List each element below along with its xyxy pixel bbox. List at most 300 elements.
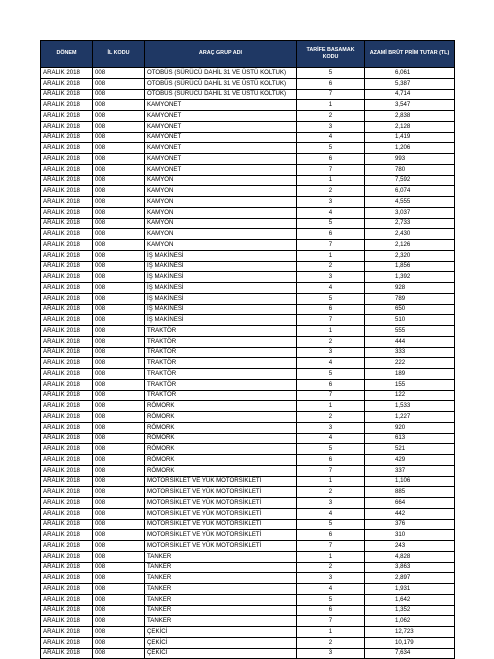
cell-donem: ARALIK 2018	[41, 594, 93, 605]
cell-azami-brut-prim: 3,547	[365, 100, 455, 111]
cell-arac-grup-adi: TANKER	[145, 616, 297, 627]
table-row	[41, 465, 455, 476]
cell-donem: ARALIK 2018	[41, 508, 93, 519]
cell-il-kodu: 008	[93, 240, 145, 251]
cell-il-kodu: 008	[93, 326, 145, 337]
cell-arac-grup-adi: MOTORSİKLET VE YÜK MOTORSİKLETİ	[145, 530, 297, 541]
table-row	[41, 390, 455, 401]
cell-il-kodu: 008	[93, 283, 145, 294]
table-row	[41, 100, 455, 111]
table-row	[41, 455, 455, 466]
cell-arac-grup-adi: RÖMORK	[145, 433, 297, 444]
cell-arac-grup-adi: MOTORSİKLET VE YÜK MOTORSİKLETİ	[145, 487, 297, 498]
cell-arac-grup-adi: TRAKTÖR	[145, 336, 297, 347]
cell-azami-brut-prim: 1,419	[365, 132, 455, 143]
cell-donem: ARALIK 2018	[41, 272, 93, 283]
cell-il-kodu: 008	[93, 530, 145, 541]
cell-tarife-basamak-kodu: 7	[297, 616, 365, 627]
cell-arac-grup-adi: KAMYONET	[145, 121, 297, 132]
cell-tarife-basamak-kodu: 4	[297, 584, 365, 595]
cell-il-kodu: 008	[93, 100, 145, 111]
cell-azami-brut-prim: 2,126	[365, 240, 455, 251]
cell-arac-grup-adi: RÖMORK	[145, 455, 297, 466]
cell-tarife-basamak-kodu: 1	[297, 627, 365, 638]
cell-arac-grup-adi: İŞ MAKİNESİ	[145, 272, 297, 283]
cell-tarife-basamak-kodu: 2	[297, 637, 365, 648]
cell-il-kodu: 008	[93, 594, 145, 605]
cell-tarife-basamak-kodu: 3	[297, 498, 365, 509]
cell-tarife-basamak-kodu: 2	[297, 562, 365, 573]
cell-il-kodu: 008	[93, 132, 145, 143]
cell-azami-brut-prim: 1,931	[365, 584, 455, 595]
cell-il-kodu: 008	[93, 358, 145, 369]
cell-donem: ARALIK 2018	[41, 573, 93, 584]
cell-donem: ARALIK 2018	[41, 616, 93, 627]
cell-il-kodu: 008	[93, 562, 145, 573]
cell-donem: ARALIK 2018	[41, 100, 93, 111]
cell-tarife-basamak-kodu: 3	[297, 422, 365, 433]
cell-azami-brut-prim: 222	[365, 358, 455, 369]
cell-tarife-basamak-kodu: 2	[297, 186, 365, 197]
cell-il-kodu: 008	[93, 573, 145, 584]
cell-donem: ARALIK 2018	[41, 433, 93, 444]
cell-arac-grup-adi: ÇEKİCİ	[145, 627, 297, 638]
table-row	[41, 616, 455, 627]
cell-il-kodu: 008	[93, 89, 145, 100]
header-donem: DÖNEM	[41, 41, 93, 68]
cell-arac-grup-adi: TRAKTÖR	[145, 358, 297, 369]
cell-il-kodu: 008	[93, 207, 145, 218]
cell-azami-brut-prim: 3,037	[365, 207, 455, 218]
cell-tarife-basamak-kodu: 7	[297, 465, 365, 476]
cell-arac-grup-adi: TRAKTÖR	[145, 326, 297, 337]
cell-tarife-basamak-kodu: 6	[297, 605, 365, 616]
cell-donem: ARALIK 2018	[41, 229, 93, 240]
cell-il-kodu: 008	[93, 347, 145, 358]
cell-tarife-basamak-kodu: 3	[297, 197, 365, 208]
cell-tarife-basamak-kodu: 4	[297, 207, 365, 218]
cell-arac-grup-adi: TRAKTÖR	[145, 379, 297, 390]
premium-table	[40, 40, 455, 659]
cell-il-kodu: 008	[93, 68, 145, 79]
cell-tarife-basamak-kodu: 5	[297, 293, 365, 304]
cell-azami-brut-prim: 2,733	[365, 218, 455, 229]
cell-azami-brut-prim: 310	[365, 530, 455, 541]
table-row	[41, 164, 455, 175]
header-arac-grup-adi: ARAÇ GRUP ADI	[145, 41, 297, 68]
table-row	[41, 207, 455, 218]
cell-azami-brut-prim: 4,714	[365, 89, 455, 100]
cell-azami-brut-prim: 10,179	[365, 637, 455, 648]
table-row	[41, 197, 455, 208]
cell-tarife-basamak-kodu: 2	[297, 487, 365, 498]
cell-azami-brut-prim: 885	[365, 487, 455, 498]
cell-arac-grup-adi: KAMYON	[145, 229, 297, 240]
cell-azami-brut-prim: 1,352	[365, 605, 455, 616]
table-row	[41, 358, 455, 369]
table-row	[41, 379, 455, 390]
cell-arac-grup-adi: İŞ MAKİNESİ	[145, 261, 297, 272]
cell-arac-grup-adi: KAMYON	[145, 197, 297, 208]
cell-azami-brut-prim: 1,533	[365, 401, 455, 412]
cell-tarife-basamak-kodu: 1	[297, 476, 365, 487]
cell-azami-brut-prim: 2,430	[365, 229, 455, 240]
cell-arac-grup-adi: RÖMORK	[145, 465, 297, 476]
cell-donem: ARALIK 2018	[41, 175, 93, 186]
cell-donem: ARALIK 2018	[41, 186, 93, 197]
table-row	[41, 551, 455, 562]
cell-il-kodu: 008	[93, 637, 145, 648]
header-il-kodu: İL KODU	[93, 41, 145, 68]
table-body	[41, 68, 455, 659]
table-row	[41, 261, 455, 272]
cell-azami-brut-prim: 1,062	[365, 616, 455, 627]
cell-tarife-basamak-kodu: 6	[297, 379, 365, 390]
table-row	[41, 132, 455, 143]
cell-tarife-basamak-kodu: 5	[297, 143, 365, 154]
cell-tarife-basamak-kodu: 1	[297, 250, 365, 261]
cell-il-kodu: 008	[93, 261, 145, 272]
cell-arac-grup-adi: OTOBÜS (SÜRÜCÜ DAHİL 31 VE ÜSTÜ KOLTUK)	[145, 78, 297, 89]
cell-azami-brut-prim: 510	[365, 315, 455, 326]
cell-il-kodu: 008	[93, 304, 145, 315]
cell-tarife-basamak-kodu: 7	[297, 390, 365, 401]
cell-donem: ARALIK 2018	[41, 326, 93, 337]
cell-il-kodu: 008	[93, 584, 145, 595]
cell-azami-brut-prim: 1,227	[365, 412, 455, 423]
cell-arac-grup-adi: MOTORSİKLET VE YÜK MOTORSİKLETİ	[145, 508, 297, 519]
cell-arac-grup-adi: TRAKTÖR	[145, 390, 297, 401]
cell-il-kodu: 008	[93, 175, 145, 186]
cell-tarife-basamak-kodu: 3	[297, 648, 365, 659]
table-row	[41, 121, 455, 132]
cell-arac-grup-adi: İŞ MAKİNESİ	[145, 293, 297, 304]
cell-arac-grup-adi: TRAKTÖR	[145, 369, 297, 380]
cell-tarife-basamak-kodu: 5	[297, 68, 365, 79]
cell-azami-brut-prim: 1,206	[365, 143, 455, 154]
table-row	[41, 186, 455, 197]
cell-donem: ARALIK 2018	[41, 562, 93, 573]
cell-donem: ARALIK 2018	[41, 261, 93, 272]
cell-azami-brut-prim: 444	[365, 336, 455, 347]
cell-arac-grup-adi: KAMYON	[145, 240, 297, 251]
cell-donem: ARALIK 2018	[41, 143, 93, 154]
cell-il-kodu: 008	[93, 412, 145, 423]
cell-azami-brut-prim: 429	[365, 455, 455, 466]
table-row	[41, 369, 455, 380]
table-row	[41, 143, 455, 154]
cell-tarife-basamak-kodu: 6	[297, 229, 365, 240]
cell-il-kodu: 008	[93, 627, 145, 638]
cell-tarife-basamak-kodu: 1	[297, 175, 365, 186]
cell-azami-brut-prim: 6,074	[365, 186, 455, 197]
header-azami-brut-prim: AZAMİ BRÜT PRİM TUTAR (TL)	[365, 41, 455, 68]
table-row	[41, 637, 455, 648]
header-tarife-basamak-kodu: TARİFE BASAMAK KODU	[297, 41, 365, 68]
cell-azami-brut-prim: 789	[365, 293, 455, 304]
cell-tarife-basamak-kodu: 1	[297, 551, 365, 562]
cell-tarife-basamak-kodu: 6	[297, 530, 365, 541]
cell-tarife-basamak-kodu: 5	[297, 519, 365, 530]
cell-arac-grup-adi: TANKER	[145, 573, 297, 584]
cell-tarife-basamak-kodu: 4	[297, 433, 365, 444]
table-row	[41, 498, 455, 509]
cell-donem: ARALIK 2018	[41, 530, 93, 541]
table-row	[41, 111, 455, 122]
cell-tarife-basamak-kodu: 7	[297, 240, 365, 251]
cell-donem: ARALIK 2018	[41, 422, 93, 433]
cell-arac-grup-adi: KAMYONET	[145, 132, 297, 143]
cell-azami-brut-prim: 5,387	[365, 78, 455, 89]
cell-donem: ARALIK 2018	[41, 132, 93, 143]
table-row	[41, 218, 455, 229]
cell-donem: ARALIK 2018	[41, 412, 93, 423]
cell-tarife-basamak-kodu: 7	[297, 89, 365, 100]
cell-azami-brut-prim: 333	[365, 347, 455, 358]
cell-donem: ARALIK 2018	[41, 369, 93, 380]
cell-azami-brut-prim: 155	[365, 379, 455, 390]
cell-il-kodu: 008	[93, 293, 145, 304]
cell-il-kodu: 008	[93, 379, 145, 390]
cell-arac-grup-adi: KAMYON	[145, 207, 297, 218]
cell-azami-brut-prim: 122	[365, 390, 455, 401]
cell-il-kodu: 008	[93, 476, 145, 487]
table-row	[41, 433, 455, 444]
cell-donem: ARALIK 2018	[41, 315, 93, 326]
table-row	[41, 315, 455, 326]
cell-azami-brut-prim: 2,320	[365, 250, 455, 261]
cell-donem: ARALIK 2018	[41, 240, 93, 251]
cell-arac-grup-adi: ÇEKİCİ	[145, 648, 297, 659]
cell-arac-grup-adi: İŞ MAKİNESİ	[145, 283, 297, 294]
table-row	[41, 573, 455, 584]
cell-arac-grup-adi: MOTORSİKLET VE YÜK MOTORSİKLETİ	[145, 498, 297, 509]
cell-arac-grup-adi: TANKER	[145, 605, 297, 616]
cell-arac-grup-adi: KAMYON	[145, 218, 297, 229]
table-row	[41, 519, 455, 530]
cell-arac-grup-adi: TANKER	[145, 584, 297, 595]
cell-azami-brut-prim: 613	[365, 433, 455, 444]
cell-azami-brut-prim: 1,106	[365, 476, 455, 487]
table-row	[41, 229, 455, 240]
cell-tarife-basamak-kodu: 5	[297, 444, 365, 455]
cell-donem: ARALIK 2018	[41, 444, 93, 455]
cell-tarife-basamak-kodu: 3	[297, 121, 365, 132]
cell-tarife-basamak-kodu: 4	[297, 283, 365, 294]
table-row	[41, 422, 455, 433]
cell-azami-brut-prim: 650	[365, 304, 455, 315]
cell-azami-brut-prim: 780	[365, 164, 455, 175]
table-row	[41, 154, 455, 165]
cell-il-kodu: 008	[93, 433, 145, 444]
table-row	[41, 401, 455, 412]
cell-il-kodu: 008	[93, 487, 145, 498]
table-row	[41, 412, 455, 423]
cell-tarife-basamak-kodu: 6	[297, 455, 365, 466]
cell-azami-brut-prim: 376	[365, 519, 455, 530]
cell-il-kodu: 008	[93, 648, 145, 659]
cell-azami-brut-prim: 2,897	[365, 573, 455, 584]
cell-azami-brut-prim: 555	[365, 326, 455, 337]
cell-arac-grup-adi: İŞ MAKİNESİ	[145, 250, 297, 261]
cell-tarife-basamak-kodu: 3	[297, 272, 365, 283]
table-row	[41, 444, 455, 455]
cell-tarife-basamak-kodu: 7	[297, 164, 365, 175]
cell-tarife-basamak-kodu: 3	[297, 347, 365, 358]
cell-azami-brut-prim: 337	[365, 465, 455, 476]
cell-il-kodu: 008	[93, 111, 145, 122]
cell-il-kodu: 008	[93, 121, 145, 132]
cell-donem: ARALIK 2018	[41, 637, 93, 648]
cell-donem: ARALIK 2018	[41, 541, 93, 552]
table-row	[41, 508, 455, 519]
table-row	[41, 487, 455, 498]
cell-azami-brut-prim: 12,723	[365, 627, 455, 638]
cell-azami-brut-prim: 6,061	[365, 68, 455, 79]
cell-donem: ARALIK 2018	[41, 455, 93, 466]
cell-azami-brut-prim: 1,392	[365, 272, 455, 283]
table-row	[41, 250, 455, 261]
cell-arac-grup-adi: RÖMORK	[145, 422, 297, 433]
cell-donem: ARALIK 2018	[41, 605, 93, 616]
table-row	[41, 594, 455, 605]
cell-donem: ARALIK 2018	[41, 218, 93, 229]
cell-donem: ARALIK 2018	[41, 551, 93, 562]
cell-arac-grup-adi: ÇEKİCİ	[145, 637, 297, 648]
cell-il-kodu: 008	[93, 78, 145, 89]
cell-tarife-basamak-kodu: 5	[297, 218, 365, 229]
cell-donem: ARALIK 2018	[41, 121, 93, 132]
table-row	[41, 541, 455, 552]
cell-arac-grup-adi: TRAKTÖR	[145, 347, 297, 358]
table-row	[41, 605, 455, 616]
header-row	[41, 41, 455, 68]
table-row	[41, 240, 455, 251]
cell-azami-brut-prim: 442	[365, 508, 455, 519]
cell-il-kodu: 008	[93, 616, 145, 627]
cell-donem: ARALIK 2018	[41, 250, 93, 261]
cell-arac-grup-adi: OTOBÜS (SÜRÜCÜ DAHİL 31 VE ÜSTÜ KOLTUK)	[145, 68, 297, 79]
cell-donem: ARALIK 2018	[41, 648, 93, 659]
cell-arac-grup-adi: TANKER	[145, 562, 297, 573]
cell-tarife-basamak-kodu: 2	[297, 336, 365, 347]
table-row	[41, 530, 455, 541]
table-row	[41, 272, 455, 283]
cell-azami-brut-prim: 7,634	[365, 648, 455, 659]
cell-tarife-basamak-kodu: 4	[297, 508, 365, 519]
cell-donem: ARALIK 2018	[41, 487, 93, 498]
cell-il-kodu: 008	[93, 541, 145, 552]
cell-donem: ARALIK 2018	[41, 89, 93, 100]
cell-arac-grup-adi: KAMYONET	[145, 111, 297, 122]
cell-donem: ARALIK 2018	[41, 358, 93, 369]
cell-azami-brut-prim: 1,642	[365, 594, 455, 605]
table-row	[41, 68, 455, 79]
cell-donem: ARALIK 2018	[41, 390, 93, 401]
table-row	[41, 304, 455, 315]
table-row	[41, 78, 455, 89]
table-row	[41, 648, 455, 659]
cell-azami-brut-prim: 7,592	[365, 175, 455, 186]
cell-arac-grup-adi: KAMYONET	[145, 143, 297, 154]
cell-arac-grup-adi: RÖMORK	[145, 401, 297, 412]
cell-donem: ARALIK 2018	[41, 197, 93, 208]
cell-donem: ARALIK 2018	[41, 347, 93, 358]
cell-arac-grup-adi: MOTORSİKLET VE YÜK MOTORSİKLETİ	[145, 476, 297, 487]
cell-arac-grup-adi: KAMYON	[145, 186, 297, 197]
cell-tarife-basamak-kodu: 1	[297, 401, 365, 412]
cell-il-kodu: 008	[93, 229, 145, 240]
cell-azami-brut-prim: 189	[365, 369, 455, 380]
cell-il-kodu: 008	[93, 508, 145, 519]
cell-tarife-basamak-kodu: 6	[297, 78, 365, 89]
cell-tarife-basamak-kodu: 7	[297, 315, 365, 326]
cell-il-kodu: 008	[93, 465, 145, 476]
cell-donem: ARALIK 2018	[41, 476, 93, 487]
cell-donem: ARALIK 2018	[41, 498, 93, 509]
cell-tarife-basamak-kodu: 2	[297, 412, 365, 423]
cell-il-kodu: 008	[93, 390, 145, 401]
table-row	[41, 562, 455, 573]
cell-arac-grup-adi: KAMYON	[145, 175, 297, 186]
cell-azami-brut-prim: 521	[365, 444, 455, 455]
cell-il-kodu: 008	[93, 336, 145, 347]
cell-azami-brut-prim: 3,863	[365, 562, 455, 573]
table-row	[41, 293, 455, 304]
cell-arac-grup-adi: RÖMORK	[145, 412, 297, 423]
cell-il-kodu: 008	[93, 605, 145, 616]
table-row	[41, 336, 455, 347]
cell-il-kodu: 008	[93, 164, 145, 175]
cell-donem: ARALIK 2018	[41, 584, 93, 595]
cell-il-kodu: 008	[93, 272, 145, 283]
cell-il-kodu: 008	[93, 250, 145, 261]
cell-azami-brut-prim: 664	[365, 498, 455, 509]
cell-donem: ARALIK 2018	[41, 465, 93, 476]
cell-donem: ARALIK 2018	[41, 519, 93, 530]
cell-il-kodu: 008	[93, 422, 145, 433]
cell-il-kodu: 008	[93, 143, 145, 154]
table-row	[41, 283, 455, 294]
cell-donem: ARALIK 2018	[41, 164, 93, 175]
cell-arac-grup-adi: RÖMORK	[145, 444, 297, 455]
table-row	[41, 326, 455, 337]
cell-arac-grup-adi: MOTORSİKLET VE YÜK MOTORSİKLETİ	[145, 541, 297, 552]
cell-donem: ARALIK 2018	[41, 78, 93, 89]
cell-donem: ARALIK 2018	[41, 379, 93, 390]
cell-tarife-basamak-kodu: 6	[297, 304, 365, 315]
cell-azami-brut-prim: 2,838	[365, 111, 455, 122]
table-row	[41, 175, 455, 186]
cell-tarife-basamak-kodu: 3	[297, 573, 365, 584]
cell-tarife-basamak-kodu: 5	[297, 594, 365, 605]
cell-tarife-basamak-kodu: 7	[297, 541, 365, 552]
cell-il-kodu: 008	[93, 444, 145, 455]
cell-donem: ARALIK 2018	[41, 304, 93, 315]
cell-donem: ARALIK 2018	[41, 154, 93, 165]
cell-il-kodu: 008	[93, 197, 145, 208]
table-row	[41, 627, 455, 638]
cell-il-kodu: 008	[93, 519, 145, 530]
cell-donem: ARALIK 2018	[41, 336, 93, 347]
cell-azami-brut-prim: 2,128	[365, 121, 455, 132]
cell-il-kodu: 008	[93, 154, 145, 165]
cell-il-kodu: 008	[93, 401, 145, 412]
cell-arac-grup-adi: MOTORSİKLET VE YÜK MOTORSİKLETİ	[145, 519, 297, 530]
cell-azami-brut-prim: 993	[365, 154, 455, 165]
cell-arac-grup-adi: İŞ MAKİNESİ	[145, 304, 297, 315]
cell-tarife-basamak-kodu: 4	[297, 132, 365, 143]
